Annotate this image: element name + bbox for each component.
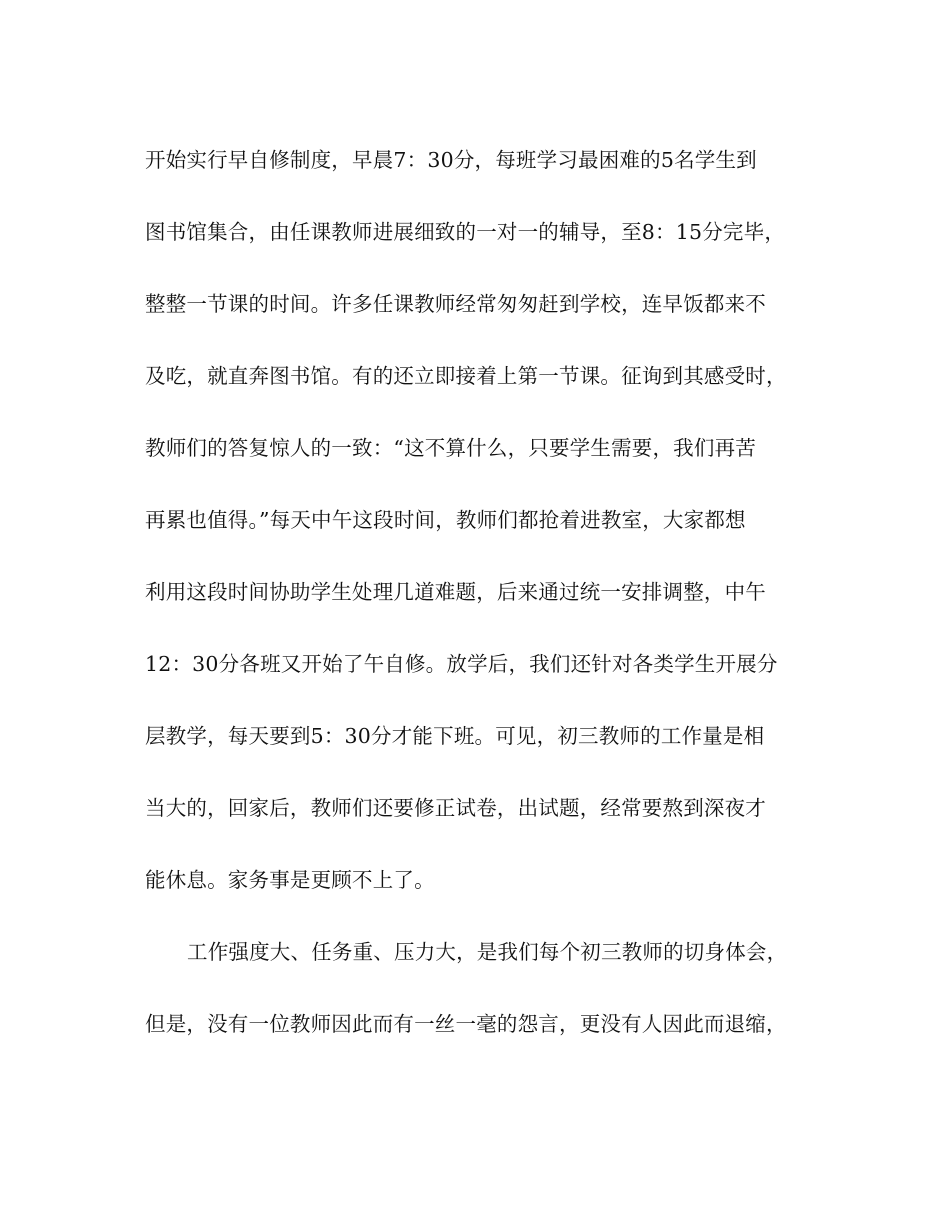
text-line-2: 图书馆集合，由任课教师进展细致的一对一的辅导，至8：15分完毕，	[145, 220, 786, 244]
text-line-12: 工作强度大、任务重、压力大，是我们每个初三教师的切身体会，	[187, 940, 788, 964]
text-line-7: 利用这段时间协助学生处理几道难题，后来通过统一安排调整，中午	[145, 580, 766, 604]
text-line-4: 及吃，就直奔图书馆。有的还立即接着上第一节课。征询到其感受时，	[145, 364, 787, 388]
text-line-3: 整整一节课的时间。许多任课教师经常匆匆赶到学校，连早饭都来不	[145, 292, 766, 316]
text-line-13: 但是，没有一位教师因此而有一丝一毫的怨言，更没有人因此而退缩，	[145, 1012, 787, 1036]
text-line-5: 教师们的答复惊人的一致：“这不算什么，只要学生需要，我们再苦	[145, 436, 756, 460]
text-line-8: 12：30分各班又开始了午自修。放学后，我们还针对各类学生开展分	[145, 652, 778, 676]
text-line-6: 再累也值得。”每天中午这段时间，教师们都抢着进教室，大家都想	[145, 508, 746, 532]
text-line-11: 能休息。家务事是更顾不上了。	[145, 868, 435, 892]
text-line-1: 开始实行早自修制度，早晨7：30分，每班学习最困难的5名学生到	[145, 148, 757, 172]
text-line-9: 层教学，每天要到5：30分才能下班。可见，初三教师的工作量是相	[145, 724, 765, 748]
text-line-10: 当大的，回家后，教师们还要修正试卷，出试题，经常要熬到深夜才	[145, 796, 766, 820]
